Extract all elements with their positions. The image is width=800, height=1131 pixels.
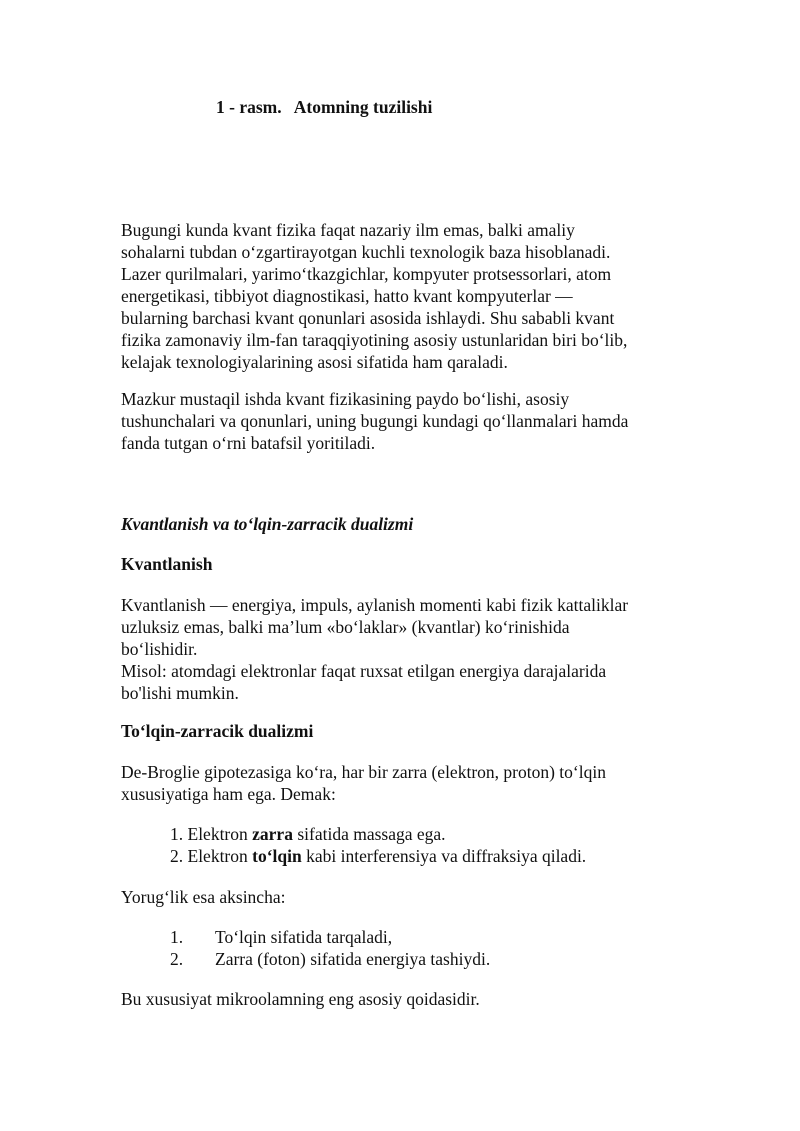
paragraph-line: fizika zamonaviy ilm-fan taraqqiyotining asosiy ustunlaridan biri bo‘lib,: [121, 330, 628, 350]
paragraph-line: kelajak texnologiyalarining asosi sifatida ham qaraladi.: [121, 352, 508, 372]
list-item: [170, 845, 586, 867]
paragraph-line: bularning barchasi kvant qonunlari asosida ishlaydi. Shu sababli kvant: [121, 308, 615, 328]
section-title: Kvantlanish va to‘lqin-zarracik dualizmi: [121, 514, 414, 534]
paragraph-line: De-Broglie gipotezasiga ko‘ra, har bir zarra (elektron, proton) to‘lqin: [121, 762, 606, 782]
list-text: kabi interferensiya va diffraksiya qiladi.: [301, 846, 587, 866]
paragraph-line: sohalarni tubdan o‘zgartirayotgan kuchli texnologik baza hisoblanadi.: [121, 242, 611, 262]
list-item: [170, 926, 490, 948]
paragraph-line: Misol: atomdagi elektronlar faqat ruxsat etilgan energiya darajalarida: [121, 661, 607, 681]
paragraph-line: energetikasi, tibbiyot diagnostikasi, hatto kvant kompyuterlar —: [121, 286, 573, 306]
debroglie-paragraph: [121, 761, 681, 805]
list-number: 2.: [170, 949, 184, 969]
list-emphasis: to‘lqin: [252, 846, 302, 866]
list-text: Elektron: [187, 846, 253, 866]
list-number: 1.: [170, 824, 184, 844]
paragraph-line: Kvantlanish — energiya, impuls, aylanish momenti kabi fizik kattaliklar: [121, 595, 629, 615]
conclusion-paragraph: Bu xususiyat mikroolamning eng asosiy qoidasidir.: [121, 989, 480, 1009]
list-text: Zarra (foton) sifatida energiya tashiydi.: [215, 949, 491, 969]
list-number: 1.: [170, 927, 184, 947]
subsection-title-quantization: Kvantlanish: [121, 554, 213, 574]
paragraph-line: tushunchalari va qonunlari, uning bugungi kundagi qo‘llanmalari hamda: [121, 411, 629, 431]
paragraph-line: Bugungi kunda kvant fizika faqat nazariy ilm emas, balki amaliy: [121, 220, 575, 240]
paragraph-line: Lazer qurilmalari, yarimo‘tkazgichlar, kompyuter protsessorlari, atom: [121, 264, 612, 284]
list-emphasis: zarra: [252, 824, 293, 844]
paragraph-line: bo‘lishidir.: [121, 639, 198, 659]
list-item: [170, 948, 490, 970]
electron-list: [170, 823, 586, 867]
figure-caption: 1 - rasm. Atomning tuzilishi: [216, 97, 433, 117]
list-text: Elektron: [187, 824, 253, 844]
purpose-paragraph: [121, 388, 681, 454]
paragraph-line: fanda tutgan o‘rni batafsil yoritiladi.: [121, 433, 376, 453]
light-intro: Yorug‘lik esa aksincha:: [121, 887, 286, 907]
paragraph-line: Mazkur mustaqil ishda kvant fizikasining paydo bo‘lishi, asosiy: [121, 389, 570, 409]
list-item: [170, 823, 586, 845]
quantization-paragraph: [121, 594, 681, 704]
light-list: [170, 926, 490, 970]
list-number: 2.: [170, 846, 184, 866]
subsection-title-duality: To‘lqin-zarracik dualizmi: [121, 721, 314, 741]
list-text: To‘lqin sifatida tarqaladi,: [215, 927, 393, 947]
paragraph-line: bo'lishi mumkin.: [121, 683, 239, 703]
paragraph-line: xususiyatiga ham ega. Demak:: [121, 784, 336, 804]
intro-paragraph: [121, 219, 681, 373]
list-text: sifatida massaga ega.: [292, 824, 446, 844]
paragraph-line: uzluksiz emas, balki ma’lum «bo‘laklar» (kvantlar) ko‘rinishida: [121, 617, 570, 637]
